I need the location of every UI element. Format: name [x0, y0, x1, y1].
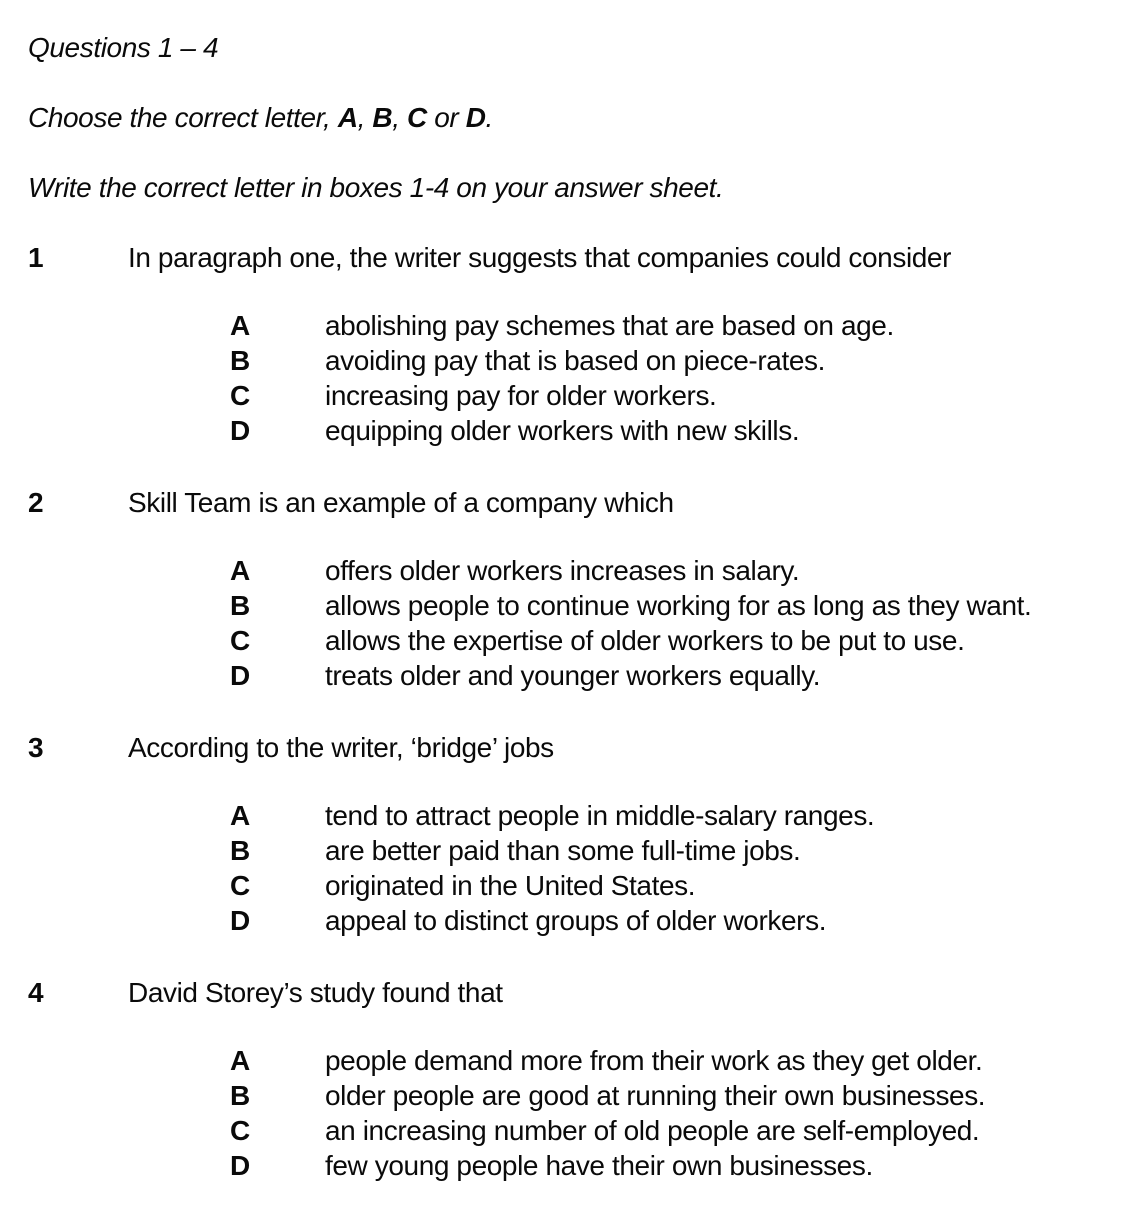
option-letter: D [230, 660, 250, 691]
option-row [28, 378, 1131, 413]
question-1 [28, 240, 1131, 448]
option-letter: C [230, 1115, 250, 1146]
option-row [28, 1078, 1131, 1113]
option-row [28, 1148, 1131, 1183]
question-2 [28, 485, 1131, 693]
option-text: an increasing number of old people are self-employed. [325, 1115, 980, 1146]
option-text: originated in the United States. [325, 870, 696, 901]
option-row [28, 413, 1131, 448]
choice-letter-c: C [407, 102, 427, 133]
question-line [28, 730, 1131, 765]
instruction-choose-segment: . [485, 102, 493, 133]
option-text: people demand more from their work as they get older. [325, 1045, 983, 1076]
options-list [28, 798, 1131, 938]
option-letter: C [230, 625, 250, 656]
option-row [28, 798, 1131, 833]
question-text: David Storey’s study found that [128, 977, 503, 1008]
option-row [28, 1043, 1131, 1078]
instruction-choose [28, 100, 1131, 135]
option-text: older people are good at running their own businesses. [325, 1080, 986, 1111]
option-letter: C [230, 380, 250, 411]
option-text: are better paid than some full-time jobs. [325, 835, 801, 866]
option-text: abolishing pay schemes that are based on age. [325, 310, 894, 341]
option-text: increasing pay for older workers. [325, 380, 717, 411]
instruction-choose-segment: , [392, 102, 407, 133]
option-row [28, 833, 1131, 868]
instruction-write: Write the correct letter in boxes 1-4 on your answer sheet. [28, 172, 724, 203]
question-3 [28, 730, 1131, 938]
option-letter: B [230, 590, 250, 621]
option-text: avoiding pay that is based on piece-rates. [325, 345, 825, 376]
option-letter: A [230, 1045, 250, 1076]
option-letter: D [230, 905, 250, 936]
option-letter: A [230, 800, 250, 831]
option-letter: C [230, 870, 250, 901]
option-text: treats older and younger workers equally. [325, 660, 821, 691]
option-letter: D [230, 415, 250, 446]
option-row [28, 623, 1131, 658]
options-list [28, 553, 1131, 693]
option-text: tend to attract people in middle-salary ranges. [325, 800, 875, 831]
options-list [28, 1043, 1131, 1183]
option-letter: A [230, 310, 250, 341]
choice-letter-d: D [465, 102, 486, 133]
question-4 [28, 975, 1131, 1183]
question-text: In paragraph one, the writer suggests that companies could consider [128, 242, 952, 273]
option-row [28, 553, 1131, 588]
question-number: 2 [28, 487, 44, 518]
question-line [28, 975, 1131, 1010]
question-text: According to the writer, ‘bridge’ jobs [128, 732, 554, 763]
option-row [28, 868, 1131, 903]
option-row [28, 588, 1131, 623]
options-list [28, 308, 1131, 448]
option-text: equipping older workers with new skills. [325, 415, 800, 446]
question-line [28, 485, 1131, 520]
option-letter: B [230, 1080, 250, 1111]
option-letter: B [230, 345, 250, 376]
question-number: 3 [28, 732, 44, 763]
choice-letter-b: B [372, 102, 393, 133]
option-text: offers older workers increases in salary. [325, 555, 800, 586]
option-row [28, 308, 1131, 343]
option-row [28, 658, 1131, 693]
option-letter: D [230, 1150, 250, 1181]
question-text: Skill Team is an example of a company which [128, 487, 674, 518]
option-letter: A [230, 555, 250, 586]
option-text: allows people to continue working for as long as they want. [325, 590, 1032, 621]
choice-letter-a: A [337, 102, 358, 133]
option-letter: B [230, 835, 250, 866]
question-number: 4 [28, 977, 44, 1008]
question-line [28, 240, 1131, 275]
option-text: appeal to distinct groups of older workers. [325, 905, 827, 936]
instruction-choose-segment: or [426, 102, 466, 133]
instruction-choose-segment: , [357, 102, 373, 133]
option-text: allows the expertise of older workers to be put to use. [325, 625, 965, 656]
option-row [28, 1113, 1131, 1148]
question-number: 1 [28, 242, 44, 273]
option-row [28, 903, 1131, 938]
option-text: few young people have their own businesses. [325, 1150, 873, 1181]
page-title: Questions 1 – 4 [28, 32, 219, 63]
instruction-choose-segment: Choose the correct letter, [28, 102, 338, 133]
option-row [28, 343, 1131, 378]
